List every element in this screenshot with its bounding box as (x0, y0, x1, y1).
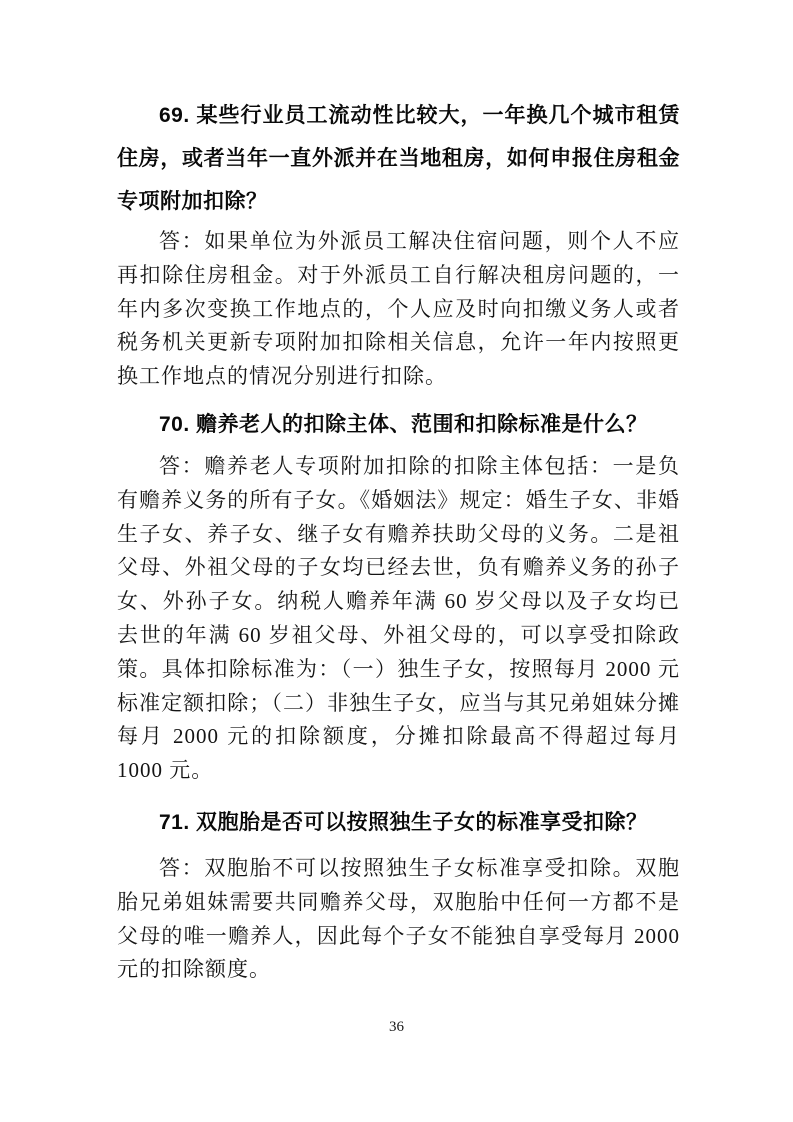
question-71-heading: 71. 双胞胎是否可以按照独生子女的标准享受扣除？ (159, 810, 648, 834)
qa-section-69 (117, 94, 680, 394)
qa-section-70 (117, 403, 680, 788)
page-content (117, 94, 680, 987)
qa-section-71 (117, 801, 680, 987)
question-70-heading: 70. 赡养老人的扣除主体、范围和扣除标准是什么？ (159, 412, 648, 436)
answer-70-paragraph: 答：赡养老人专项附加扣除的扣除主体包括：一是负有赡养义务的所有子女。《婚姻法》规定：婚生子女、非婚生子女、养子女、继子女有赡养扶助父母的义务。二是祖父母、外祖父母的子女均已经去世，负有赡养义务的孙子女、外孙子女。纳税人赡养年满 60 岁父母以及子女均已去世的年满 60 岁祖父母、外祖父母的，可以享受扣除政策。具体扣除标准为：（一）独生子女，按照每月 2000 元标准定额扣除；（二）非独生子女，应当与其兄弟姐妹分摊每月 2000 元的扣除额度，分摊扣除最高不得超过每月 1000 元。 (117, 453, 680, 783)
answer-69-paragraph: 答：如果单位为外派员工解决住宿问题，则个人不应再扣除住房租金。对于外派员工自行解决租房问题的，一年内多次变换工作地点的，个人应及时向扣缴义务人或者税务机关更新专项附加扣除相关信息，允许一年内按照更换工作地点的情况分别进行扣除。 (117, 229, 680, 389)
answer-71-paragraph: 答：双胞胎不可以按照独生子女标准享受扣除。双胞胎兄弟姐妹需要共同赡养父母，双胞胎中任何一方都不是父母的唯一赡养人，因此每个子女不能独自享受每月 2000 元的扣除额度。 (117, 855, 680, 982)
question-69-heading: 69. 某些行业员工流动性比较大，一年换几个城市租赁住房，或者当年一直外派并在当地租房，如何申报住房租金专项附加扣除？ (117, 104, 680, 213)
page-number: 36 (389, 1019, 404, 1035)
